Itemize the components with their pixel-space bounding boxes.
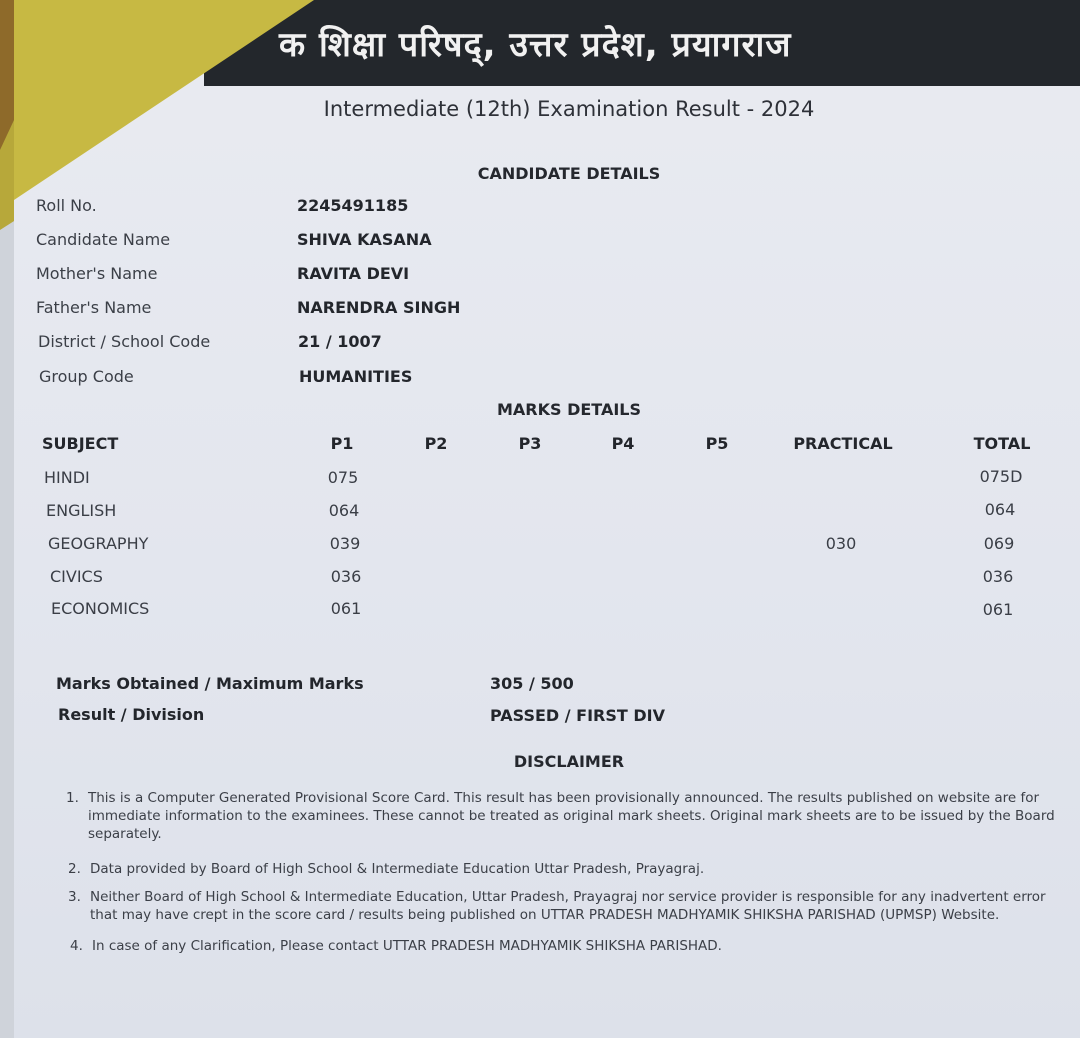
disclaimer-item-text: Data provided by Board of High School & Intermediate Education Uttar Pradesh, Prayagraj. — [90, 861, 705, 877]
district-school-code-label: District / School Code — [38, 332, 211, 351]
district-school-code-value: 21 / 1007 — [298, 332, 382, 351]
disclaimer-item-number: 2. — [68, 861, 81, 877]
col-total: TOTAL — [973, 434, 1031, 453]
disclaimer-item-number: 3. — [68, 889, 81, 905]
roll-no-label: Roll No. — [36, 196, 97, 215]
row-geography-subject: GEOGRAPHY — [48, 534, 149, 553]
row-geography-total: 069 — [983, 534, 1015, 553]
row-hindi-subject: HINDI — [44, 468, 90, 487]
col-p4: P4 — [611, 434, 635, 453]
row-hindi-p1: 075 — [327, 468, 359, 487]
exam-title: Intermediate (12th) Examination Result - 2024 — [323, 97, 815, 121]
marks-obtained-label: Marks Obtained / Maximum Marks — [56, 674, 364, 693]
row-civics-p1: 036 — [330, 567, 362, 586]
result-division-value: PASSED / FIRST DIV — [490, 706, 665, 725]
row-civics-total: 036 — [982, 567, 1014, 586]
col-p2: P2 — [424, 434, 448, 453]
col-practical: PRACTICAL — [793, 434, 893, 453]
disclaimer-item-number: 4. — [70, 938, 83, 954]
col-p1: P1 — [330, 434, 354, 453]
row-economics-subject: ECONOMICS — [51, 599, 150, 618]
row-hindi-total: 075D — [979, 467, 1023, 486]
row-economics-total: 061 — [982, 600, 1014, 619]
board-title: क शिक्षा परिषद्, उत्तर प्रदेश, प्रयागराज — [279, 25, 792, 65]
candidate-details-heading: CANDIDATE DETAILS — [477, 164, 661, 183]
mother-name-label: Mother's Name — [36, 264, 158, 283]
marks-obtained-value: 305 / 500 — [490, 674, 574, 693]
row-economics-p1: 061 — [330, 599, 362, 618]
row-english-p1: 064 — [328, 501, 360, 520]
result-sheet — [14, 0, 1080, 1038]
disclaimer-item-text: Neither Board of High School & Intermediate Education, Uttar Pradesh, Prayagraj nor service provider is responsible for any inadvertent error that may have crept in the score card / results being published on UTTAR PRADESH MADHYAMIK SHIKSHA PARISHAD (UPMSP) Website. — [90, 889, 1046, 923]
row-english-subject: ENGLISH — [46, 501, 117, 520]
group-code-label: Group Code — [39, 367, 134, 386]
candidate-name-label: Candidate Name — [36, 230, 171, 249]
col-p5: P5 — [705, 434, 729, 453]
candidate-name-value: SHIVA KASANA — [297, 230, 432, 249]
disclaimer-heading: DISCLAIMER — [513, 752, 625, 771]
col-subject: SUBJECT — [42, 434, 119, 453]
roll-no-value: 2245491185 — [297, 196, 409, 215]
row-geography-practical: 030 — [825, 534, 857, 553]
disclaimer-item-text: In case of any Clarification, Please contact UTTAR PRADESH MADHYAMIK SHIKSHA PARISHAD. — [92, 938, 722, 954]
mother-name-value: RAVITA DEVI — [297, 264, 410, 283]
col-p3: P3 — [518, 434, 542, 453]
result-division-label: Result / Division — [58, 705, 205, 724]
father-name-label: Father's Name — [36, 298, 152, 317]
disclaimer-item-text: This is a Computer Generated Provisional Score Card. This result has been provisionally announced. The results published on website are for immediate information to the examinees. These cannot be treated as original mark sheets. Original mark sheets are to be issued by the Board separately. — [88, 790, 1055, 842]
marks-details-heading: MARKS DETAILS — [496, 400, 642, 419]
disclaimer-item-number: 1. — [66, 790, 79, 806]
row-geography-p1: 039 — [329, 534, 361, 553]
father-name-value: NARENDRA SINGH — [297, 298, 461, 317]
row-english-total: 064 — [984, 500, 1016, 519]
group-code-value: HUMANITIES — [299, 367, 413, 386]
row-civics-subject: CIVICS — [50, 567, 103, 586]
